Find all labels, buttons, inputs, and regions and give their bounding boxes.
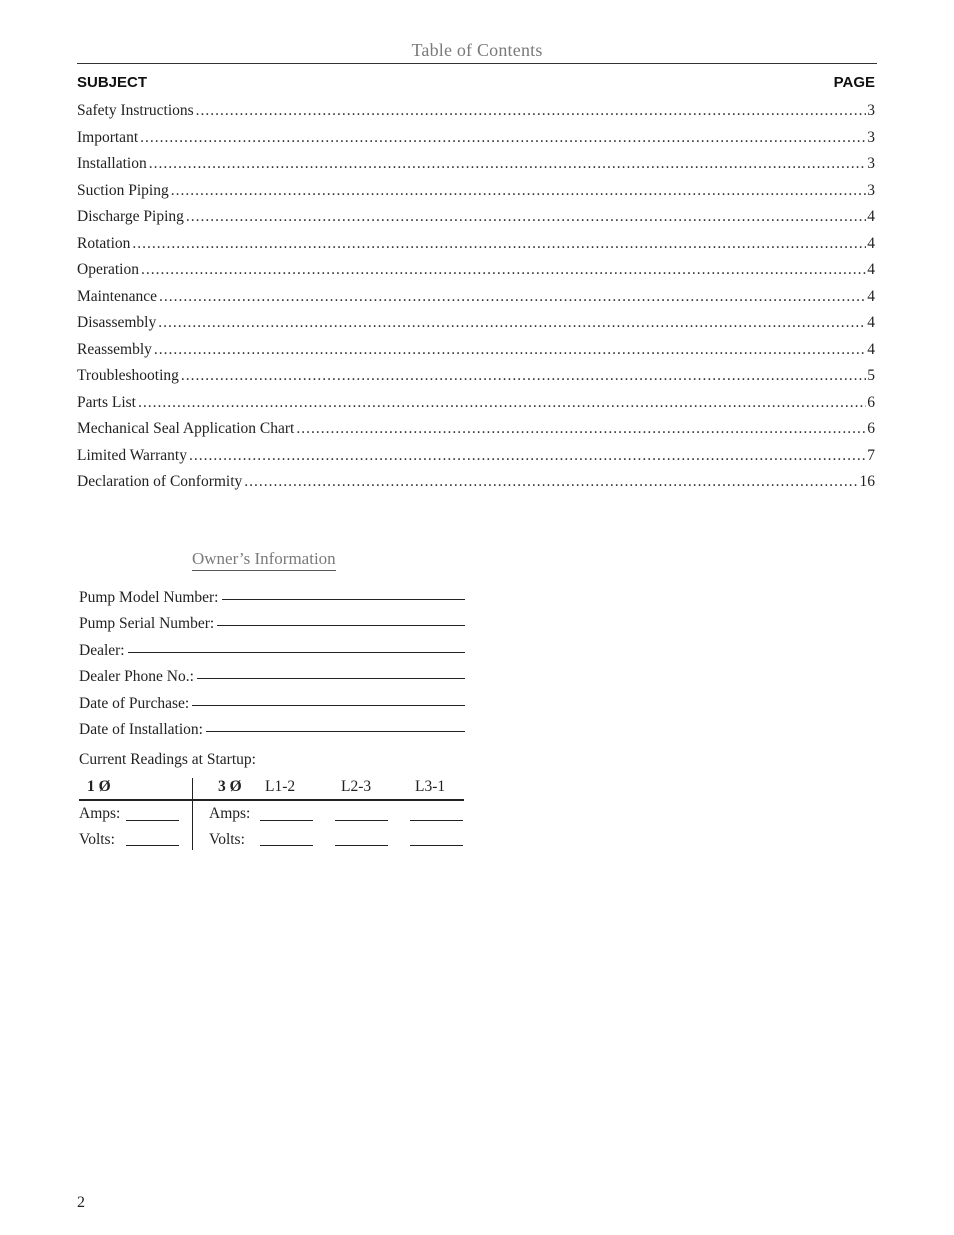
toc-entry[interactable]: [77, 155, 875, 182]
page-number: 2: [77, 1194, 85, 1211]
field-label: Date of Installation:: [79, 721, 203, 738]
field-blank-line[interactable]: [128, 652, 465, 653]
toc-entry-page: 4: [867, 208, 875, 225]
single-phase-volts-blank[interactable]: [126, 845, 179, 846]
single-phase-amps-label: Amps:: [79, 805, 121, 822]
toc-entry-page: 3: [867, 128, 875, 146]
volts-l1-2-blank[interactable]: [260, 845, 313, 846]
toc-entry-label: Rotation: [77, 234, 131, 252]
readings-title: Current Readings at Startup:: [79, 751, 256, 768]
toc-entry-label: Discharge Piping: [77, 208, 184, 225]
toc-entry[interactable]: [77, 394, 875, 421]
line-l1-2-header: L1-2: [265, 778, 296, 795]
amps-l1-2-blank[interactable]: [260, 820, 313, 821]
readings-table: [79, 776, 465, 852]
toc-rule: [77, 63, 877, 64]
owner-info-form: [79, 580, 465, 739]
toc-entry-label: Limited Warranty: [77, 446, 187, 464]
toc-entry-label: Important: [77, 128, 139, 146]
toc-entry-page: 6: [867, 420, 875, 437]
toc-leader-dots: [140, 129, 866, 147]
toc-entry[interactable]: [77, 261, 875, 288]
toc-entry[interactable]: [77, 129, 875, 156]
toc-entry-label: Operation: [77, 261, 139, 278]
toc-entry-label: Disassembly: [77, 314, 157, 331]
toc-leader-dots: [189, 447, 866, 465]
readings-header-rule: [79, 799, 464, 801]
field-label: Date of Purchase:: [79, 694, 190, 712]
toc-entry-page: 7: [867, 446, 875, 464]
amps-l3-1-blank[interactable]: [410, 820, 463, 821]
toc-entry-page: 4: [867, 261, 875, 278]
field-pump-serial-number: [79, 607, 465, 634]
toc-entry-page: 4: [867, 314, 875, 331]
toc-entry[interactable]: [77, 473, 875, 500]
toc-entry-page: 6: [867, 393, 875, 411]
field-blank-line[interactable]: [197, 678, 465, 679]
field-dealer-phone: [79, 660, 465, 687]
field-blank-line[interactable]: [222, 599, 466, 600]
toc-entry-page: 3: [867, 102, 875, 119]
single-phase-amps-blank[interactable]: [126, 820, 179, 821]
toc-leader-dots: [296, 420, 866, 438]
toc-entry-label: Mechanical Seal Application Chart: [77, 420, 295, 437]
field-date-of-installation: [79, 713, 465, 740]
toc-leader-dots: [149, 155, 867, 173]
toc-entry-label: Maintenance: [77, 287, 158, 305]
toc-entry[interactable]: [77, 235, 875, 262]
field-label: Dealer:: [79, 641, 125, 659]
toc-leader-dots: [138, 394, 866, 412]
toc-leader-dots: [132, 235, 866, 253]
field-label: Pump Serial Number:: [79, 615, 215, 632]
toc-entry[interactable]: [77, 367, 875, 394]
toc-leader-dots: [154, 341, 866, 359]
toc-entry-page: 5: [867, 367, 875, 384]
line-l2-3-header: L2-3: [341, 778, 372, 795]
toc-entry-label: Installation: [77, 155, 147, 172]
toc-subject-header: SUBJECT: [77, 74, 148, 91]
toc-entry-label: Parts List: [77, 393, 136, 411]
field-blank-line[interactable]: [217, 625, 465, 626]
single-phase-volts-label: Volts:: [79, 831, 115, 848]
toc-page-header: PAGE: [833, 74, 875, 91]
toc-list: [77, 102, 875, 500]
three-phase-header: 3 Ø: [218, 778, 242, 795]
toc-leader-dots: [159, 288, 866, 306]
field-label: Dealer Phone No.:: [79, 668, 194, 685]
field-dealer: [79, 633, 465, 660]
toc-entry[interactable]: [77, 314, 875, 341]
single-phase-header: 1 Ø: [87, 778, 111, 795]
three-phase-volts-label: Volts:: [209, 831, 245, 848]
volts-l2-3-blank[interactable]: [335, 845, 388, 846]
toc-leader-dots: [244, 473, 858, 491]
toc-leader-dots: [181, 367, 866, 385]
toc-entry[interactable]: [77, 208, 875, 235]
field-label: Pump Model Number:: [79, 588, 219, 606]
toc-entry-page: 4: [867, 340, 875, 358]
toc-entry-label: Troubleshooting: [77, 367, 179, 384]
toc-entry-page: 16: [859, 473, 875, 490]
field-blank-line[interactable]: [206, 731, 465, 732]
toc-entry-page: 4: [867, 234, 875, 252]
toc-entry[interactable]: [77, 182, 875, 209]
toc-entry-label: Reassembly: [77, 340, 152, 358]
field-pump-model-number: [79, 580, 465, 607]
toc-entry[interactable]: [77, 102, 875, 129]
toc-entry[interactable]: [77, 341, 875, 368]
toc-leader-dots: [158, 314, 866, 332]
field-blank-line[interactable]: [192, 705, 465, 706]
volts-l3-1-blank[interactable]: [410, 845, 463, 846]
toc-entry-label: Suction Piping: [77, 181, 169, 199]
toc-entry-page: 3: [867, 181, 875, 199]
toc-leader-dots: [171, 182, 867, 200]
amps-l2-3-blank[interactable]: [335, 820, 388, 821]
three-phase-amps-label: Amps:: [209, 805, 251, 822]
toc-leader-dots: [186, 208, 866, 226]
toc-entry[interactable]: [77, 447, 875, 474]
field-date-of-purchase: [79, 686, 465, 713]
toc-title: Table of Contents: [411, 40, 543, 60]
readings-divider: [192, 778, 193, 850]
owner-info-title: Owner’s Information: [192, 549, 336, 571]
toc-entry-label: Safety Instructions: [77, 102, 194, 119]
toc-entry-page: 4: [867, 287, 875, 305]
line-l3-1-header: L3-1: [415, 778, 446, 795]
toc-entry[interactable]: [77, 420, 875, 447]
toc-entry[interactable]: [77, 288, 875, 315]
toc-entry-page: 3: [867, 155, 875, 172]
toc-entry-label: Declaration of Conformity: [77, 473, 243, 490]
toc-leader-dots: [141, 261, 866, 279]
toc-leader-dots: [196, 102, 867, 120]
